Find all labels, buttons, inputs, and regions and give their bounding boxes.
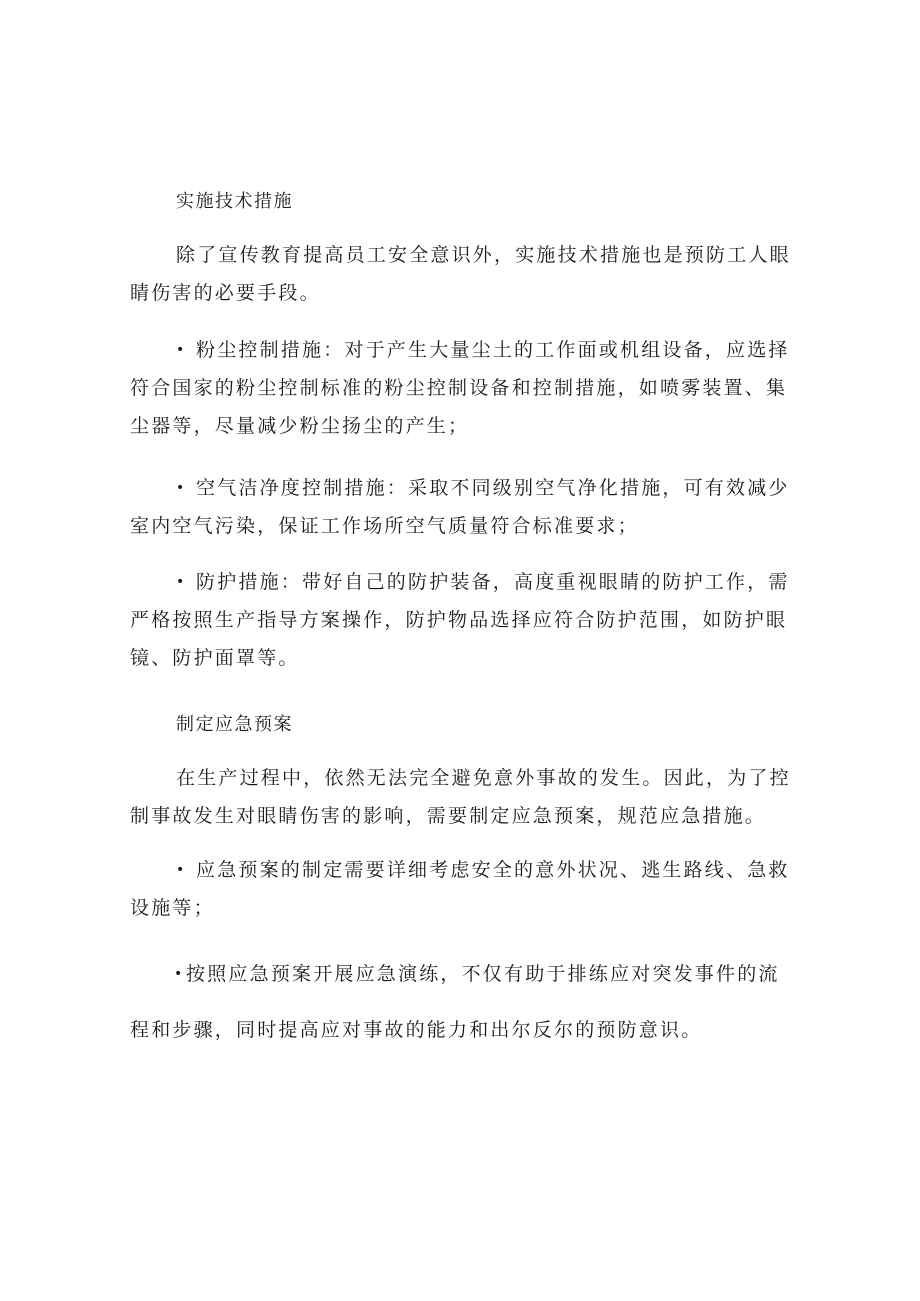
bullet-text: 按照应急预案开展应急演练，不仅有助于排练应对突发事件的流程和步骤，同时提高应对事故的能力和出尔反尔的预防意识。 [130,963,780,1041]
bullet-marker: • [176,480,187,496]
section-intro: 在生产过程中，依然无法完全避免意外事故的发生。因此，为了控制事故发生对眼睛伤害的影响，需要制定应急预案，规范应急措施。 [130,767,791,827]
bullet-item [130,946,795,1058]
section-heading: 实施技术措施 [176,191,293,212]
bullet-item [130,331,795,445]
bullet-text: 应急预案的制定需要详细考虑安全的意外状况、逃生路线、急救设施等； [130,859,790,919]
bullet-marker: • [176,342,187,358]
bullet-text: 防护措施：带好自己的防护装备，高度重视眼睛的防护工作，需严格按照生产指导方案操作，防护物品选择应符合防护范围，如防护眼镜、防护面罩等。 [130,571,790,669]
section-heading: 制定应急预案 [176,714,293,735]
bullet-text: 空气洁净度控制措施：采取不同级别空气净化措施，可有效减少室内空气污染，保证工作场所空气质量符合标准要求； [130,477,790,537]
section-intro: 除了宣传教育提高员工安全意识外，实施技术措施也是预防工人眼睛伤害的必要手段。 [130,244,791,304]
bullet-marker: • [176,574,187,590]
bullet-item [130,851,795,927]
bullet-text: 粉尘控制措施：对于产生大量尘土的工作面或机组设备，应选择符合国家的粉尘控制标准的粉尘控制设备和控制措施，如喷雾装置、集尘器等，尽量减少粉尘扬尘的产生； [130,339,790,437]
bullet-item [130,469,795,545]
bullet-item [130,563,795,677]
bullet-marker: • [174,966,185,982]
bullet-marker: • [176,862,187,878]
